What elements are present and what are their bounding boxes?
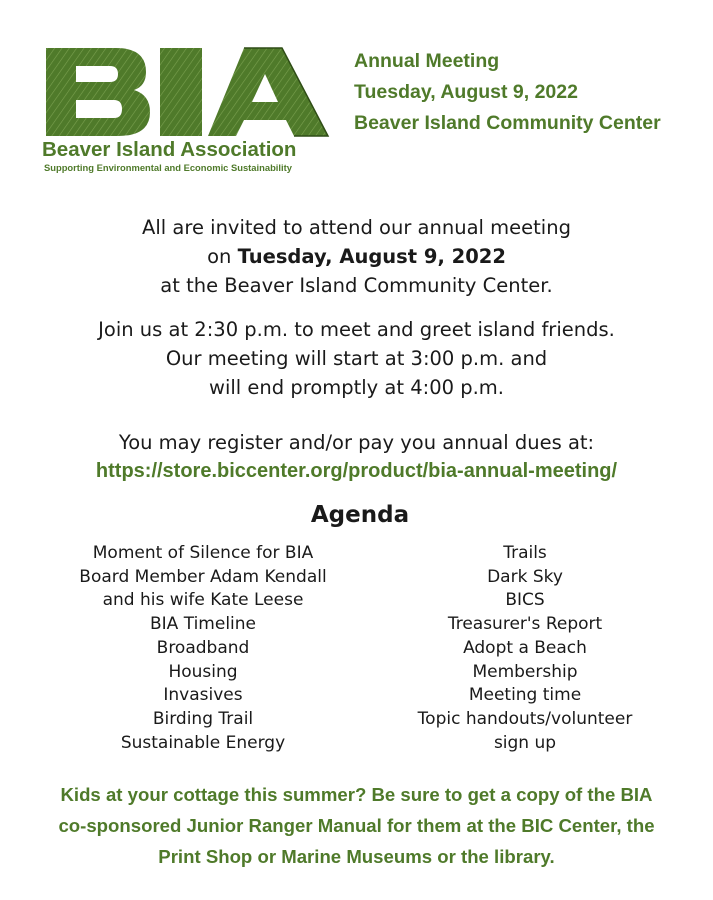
agenda-item: BICS: [505, 590, 545, 611]
agenda-item: Membership: [472, 661, 578, 682]
logo-name: Beaver Island Association: [42, 138, 297, 161]
agenda-item: Treasurer's Report: [447, 614, 603, 635]
agenda-item: Meeting time: [468, 685, 582, 706]
bia-logo: [38, 40, 338, 175]
registration-link[interactable]: https://store.biccenter.org/product/bia-annual-meeting/: [95, 460, 618, 482]
agenda-item: sign up: [493, 732, 557, 753]
intro-line: Join us at 2:30 p.m. to meet and greet island friends.: [98, 318, 615, 341]
intro-date: Tuesday, August 9, 2022: [237, 245, 506, 268]
intro-line: at the Beaver Island Community Center.: [160, 274, 553, 297]
header-event: Annual Meeting: [354, 50, 500, 72]
agenda-item: Moment of Silence for BIA: [92, 543, 314, 563]
invitation-body: [0, 213, 713, 486]
intro-date-line: on Tuesday, August 9, 2022: [207, 245, 506, 268]
footer-line: Print Shop or Marine Museums or the library.: [158, 846, 555, 867]
agenda-item: Dark Sky: [487, 566, 563, 587]
agenda-item: Trails: [503, 543, 547, 563]
header-venue: Beaver Island Community Center: [354, 112, 661, 134]
agenda-item: Housing: [168, 661, 238, 682]
footer-line: co-sponsored Junior Ranger Manual for them at the BIC Center, the: [58, 815, 655, 836]
meeting-header: [354, 46, 661, 139]
agenda-title: Agenda: [310, 502, 410, 528]
intro-line: will end promptly at 4:00 p.m.: [209, 376, 504, 399]
header-date: Tuesday, August 9, 2022: [354, 81, 578, 103]
bia-logo-letters-icon: [38, 40, 338, 140]
agenda-item: Board Member Adam Kendall: [79, 566, 327, 587]
agenda-item: BIA Timeline: [150, 614, 256, 635]
agenda-item: Adopt a Beach: [463, 637, 587, 658]
logo-tagline: Supporting Environmental and Economic Sustainability: [44, 162, 292, 173]
footer-line: Kids at your cottage this summer? Be sure to get a copy of the BIA: [60, 784, 653, 805]
agenda-item: and his wife Kate Leese: [102, 590, 304, 611]
agenda-left-column: [48, 542, 358, 755]
agenda-right-column: [370, 542, 680, 755]
intro-line: All are invited to attend our annual meeting: [142, 216, 571, 239]
junior-ranger-note: [0, 779, 713, 872]
agenda-item: Topic handouts/volunteer: [417, 708, 633, 729]
agenda-item: Birding Trail: [152, 708, 254, 729]
intro-line: You may register and/or pay you annual dues at:: [118, 431, 595, 454]
agenda-item: Invasives: [163, 685, 243, 706]
agenda-item: Broadband: [156, 637, 250, 658]
intro-line: Our meeting will start at 3:00 p.m. and: [165, 347, 548, 370]
agenda-item: Sustainable Energy: [120, 732, 286, 753]
